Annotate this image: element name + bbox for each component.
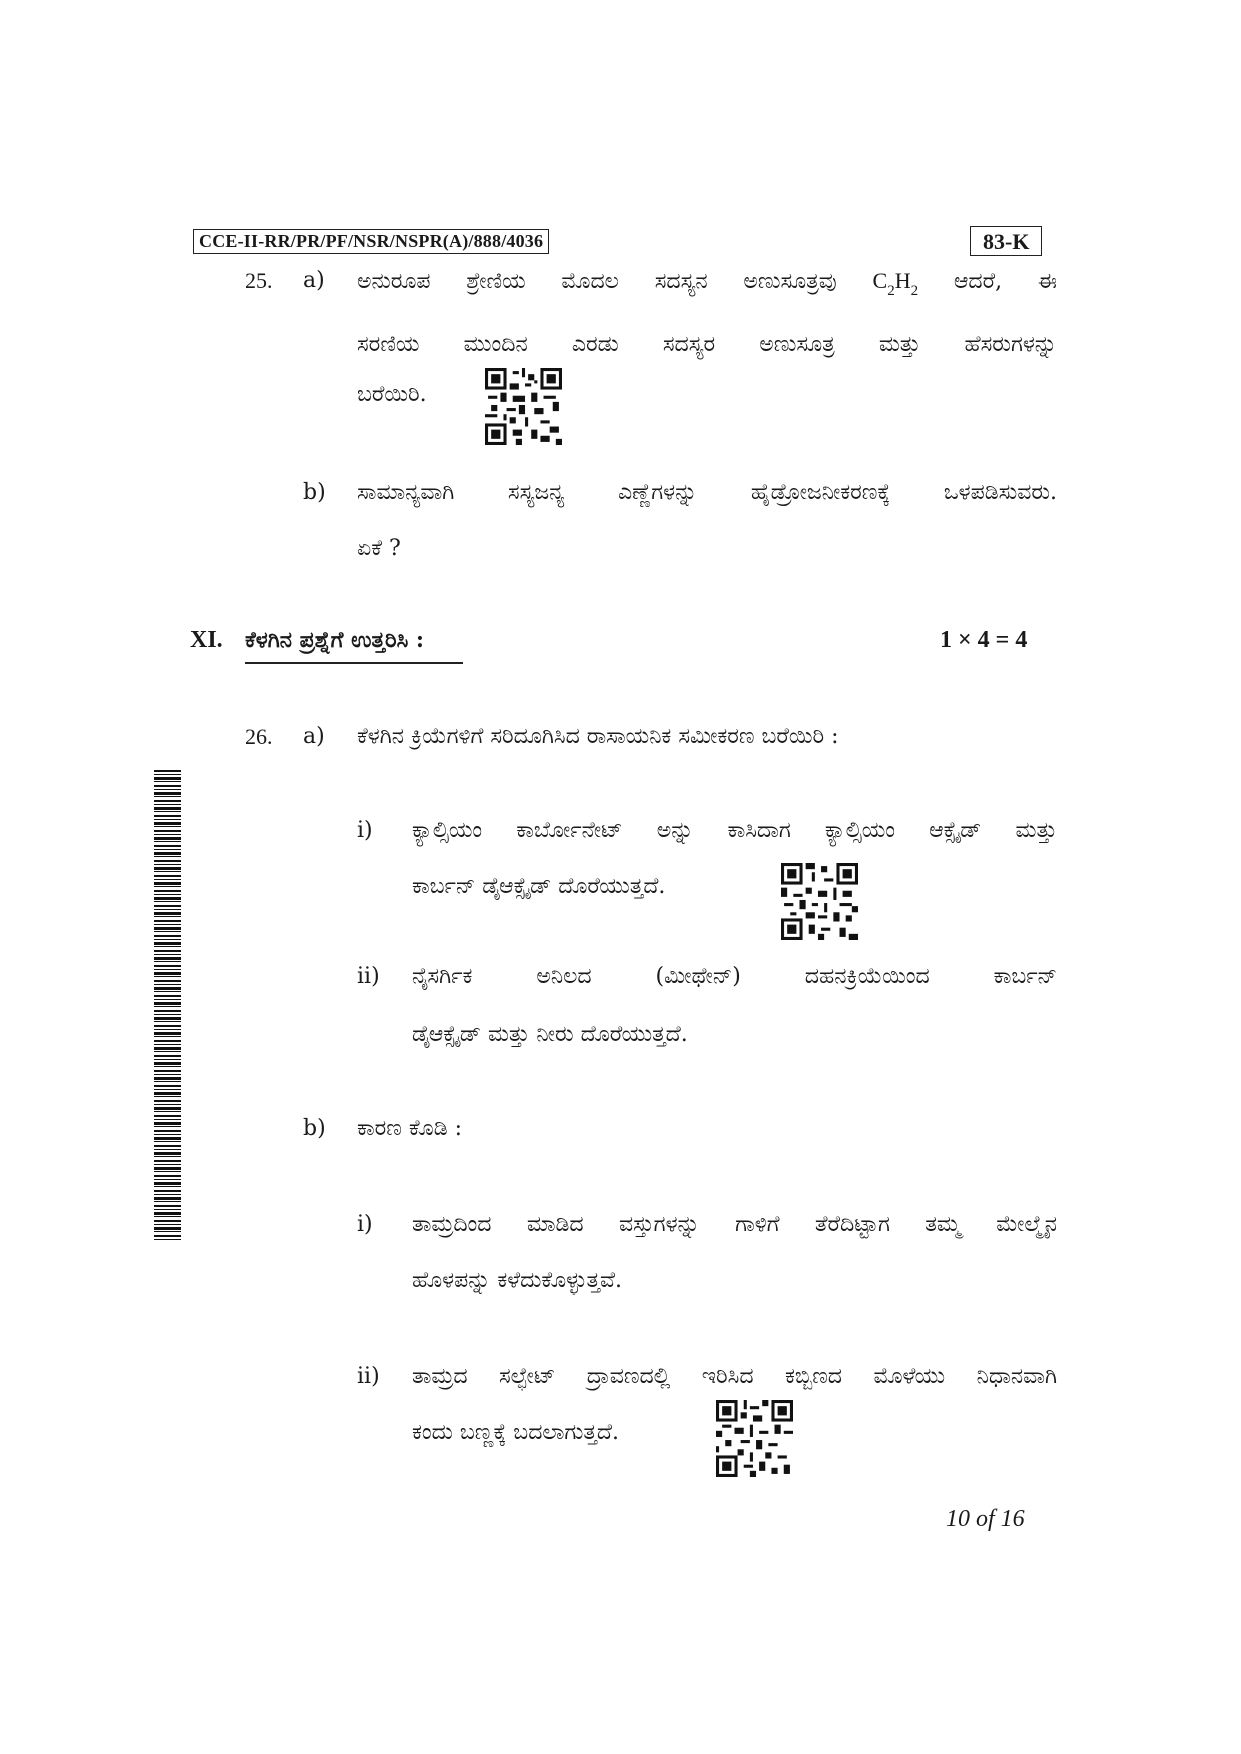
formula: $C_2H_2$: [872, 268, 919, 299]
q26a-ii-label: ii): [357, 964, 380, 989]
q26a-i-line1: ಕ್ಯಾಲ್ಸಿಯಂ ಕಾರ್ಬೋನೇಟ್ ಅನ್ನು ಕಾಸಿದಾಗ ಕ್ಯಾಲ್ಸಿಯಂ ಆಕ್ಸೈಡ್ ಮತ್ತು: [412, 818, 1057, 843]
q26b-i-line1: ತಾಮ್ರದಿಂದ ಮಾಡಿದ ವಸ್ತುಗಳನ್ನು ಗಾಳಿಗೆ ತೆರೆದಿಟ್ಟಾಗ ತಮ್ಮ ಮೇಲ್ಮೈನ: [412, 1212, 1057, 1237]
question-number-25: 25.: [245, 268, 273, 293]
q25a-line1: ಅನುರೂಪ ಶ್ರೇಣಿಯ ಮೊದಲ ಸದಸ್ಯನ ಅಣುಸೂತ್ರವು $C_2H_2$ ಆದರೆ, ಈ: [357, 268, 1058, 299]
q26a-text: ಕೆಳಗಿನ ಕ್ರಿಯೆಗಳಿಗೆ ಸರಿದೂಗಿಸಿದ ರಾಸಾಯನಿಕ ಸಮೀಕರಣ ಬರೆಯಿರಿ :: [357, 724, 839, 749]
q26a-label: a): [303, 724, 325, 749]
q26a-ii-line1: ನೈಸರ್ಗಿಕ ಅನಿಲದ (ಮೀಥೇನ್) ದಹನಕ್ರಿಯೆಯಿಂದ ಕಾರ್ಬನ್: [412, 964, 1057, 989]
section-marks: 1 × 4 = 4: [940, 627, 1028, 653]
qr-code-icon: [781, 863, 858, 940]
q26b-label: b): [303, 1116, 326, 1141]
q26b-i-label: i): [357, 1212, 373, 1237]
q25a-label: a): [303, 268, 325, 293]
q26a-i-line2: ಕಾರ್ಬನ್ ಡೈಆಕ್ಸೈಡ್ ದೊರೆಯುತ್ತದೆ.: [412, 874, 666, 899]
q25a-line3: ಬರೆಯಿರಿ.: [357, 382, 427, 407]
exam-code: CCE-II-RR/PR/PF/NSR/NSPR(A)/888/4036: [193, 229, 549, 254]
q26b-ii-line2: ಕಂದು ಬಣ್ಣಕ್ಕೆ ಬದಲಾಗುತ್ತದೆ.: [412, 1420, 619, 1445]
q26a-i-label: i): [357, 818, 373, 843]
section-title-underline: [245, 662, 463, 664]
qr-code-icon: [485, 368, 562, 445]
q25b-line2: ಏಕೆ ?: [357, 536, 401, 561]
section-numeral: XI.: [190, 627, 223, 653]
q25b-label: b): [303, 480, 326, 505]
page-number: 10 of 16: [946, 1506, 1025, 1532]
q26b-ii-line1: ತಾಮ್ರದ ಸಲ್ಫೇಟ್ ದ್ರಾವಣದಲ್ಲಿ ಇರಿಸಿದ ಕಬ್ಬಿಣದ ಮೊಳೆಯು ನಿಧಾನವಾಗಿ: [412, 1364, 1057, 1389]
qr-code-icon: [716, 1400, 793, 1477]
q26a-ii-line2: ಡೈಆಕ್ಸೈಡ್ ಮತ್ತು ನೀರು ದೊರೆಯುತ್ತದೆ.: [412, 1022, 688, 1047]
q26b-i-line2: ಹೊಳಪನ್ನು ಕಳೆದುಕೊಳ್ಳುತ್ತವೆ.: [412, 1268, 623, 1293]
q25b-line1: ಸಾಮಾನ್ಯವಾಗಿ ಸಸ್ಯಜನ್ಯ ಎಣ್ಣೆಗಳನ್ನು ಹೈಡ್ರೋಜನೀಕರಣಕ್ಕೆ ಒಳಪಡಿಸುವರು.: [357, 480, 1057, 505]
question-number-26: 26.: [245, 724, 273, 749]
q26b-text: ಕಾರಣ ಕೊಡಿ :: [357, 1116, 462, 1141]
paper-code-box: 83-K: [970, 226, 1042, 256]
q26b-ii-label: ii): [357, 1364, 380, 1389]
section-title: ಕೆಳಗಿನ ಪ್ರಶ್ನೆಗೆ ಉತ್ತರಿಸಿ :: [245, 627, 425, 653]
barcode-icon: [154, 770, 181, 1240]
q25a-line2: ಸರಣಿಯ ಮುಂದಿನ ಎರಡು ಸದಸ್ಯರ ಅಣುಸೂತ್ರ ಮತ್ತು ಹೆಸರುಗಳನ್ನು: [357, 332, 1057, 357]
